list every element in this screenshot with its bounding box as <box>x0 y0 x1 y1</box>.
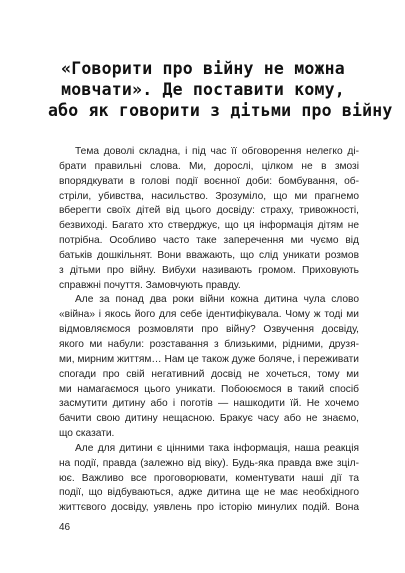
text-line: якого ми набули: розставання з близькими, рідними, друзя- <box>59 338 359 350</box>
text-line: батьків дошкільнят. Вони вважають, що слід уникати розмов <box>59 249 359 261</box>
chapter-title <box>48 58 393 121</box>
text-line: ює. Важливо все проговорювати, коментувати наші дії та <box>59 472 359 484</box>
paragraph-2 <box>59 293 359 441</box>
text-line: справжні почуття. Замовчують правду. <box>59 279 241 291</box>
text-line: відмовляємося розмовляти про війну? Озвучення досвіду, <box>59 324 359 336</box>
text-line: потрібна. Особливо часто таке заперечення ми чуємо від <box>59 235 359 247</box>
text-line: на події, правда (залежно від віку). Будь-яка правда вже зціл- <box>59 457 359 469</box>
text-line: Але за понад два роки війни кожна дитина чула слово <box>75 294 359 306</box>
text-line: ми намагаємося цього уникати. Побоюємося в такий спосіб <box>59 383 359 395</box>
text-line: спогади про свій негативний досвід не хочеться, тому ми <box>59 368 359 380</box>
text-line: ми, мирним життям… Нам це також дуже боляче, і переживати <box>59 353 359 365</box>
text-line: вберегти своїх дітей від цього досвіду: страху, тривожності, <box>59 205 359 217</box>
text-line: засмутити дитину або і поготів — нашкодити їй. Не хочемо <box>59 398 359 410</box>
text-line: Тема доволі складна, і під час її обговорення нелегко ді- <box>75 146 359 157</box>
text-line: бачити свою дитину нещасною. Бракує часу або не знаємо, <box>59 413 359 425</box>
paragraph-1 <box>59 145 359 293</box>
text-line: з дітьми про війну. Вибухи називають громом. Приховують <box>59 264 359 276</box>
title-line-2: мовчати». Де поставити кому, <box>61 80 345 99</box>
paragraph-3 <box>59 442 359 516</box>
text-line: що сказати. <box>59 428 115 440</box>
title-line-3: або як говорити з дітьми про війну <box>48 101 393 120</box>
title-line-1: «Говорити про війну не можна <box>61 59 345 78</box>
text-line: «війна» і якось його для себе ідентифікувала. Чому ж тоді ми <box>59 309 359 321</box>
text-line: стріли, убивства, насильство. Зрозуміло, що ми прагнемо <box>59 190 359 202</box>
page-number: 46 <box>59 522 71 533</box>
text-line: життєвого досвіду, уявлень про історію минулих подій. Вона <box>59 502 359 514</box>
text-line: брати правильні слова. Ми, дорослі, цілком не в змозі <box>59 160 359 172</box>
text-line: події, що відбуваються, адже дитина ще не має необхідного <box>59 487 359 499</box>
body-text <box>59 145 359 516</box>
text-line: безвиході. Багато хто стверджує, що ця інформація дітям не <box>59 220 359 232</box>
text-line: Але для дитини є цінними така інформація, наша реакція <box>75 442 359 454</box>
text-line: впорядкувати в голові події воєнної доби: бомбування, об- <box>59 175 359 187</box>
